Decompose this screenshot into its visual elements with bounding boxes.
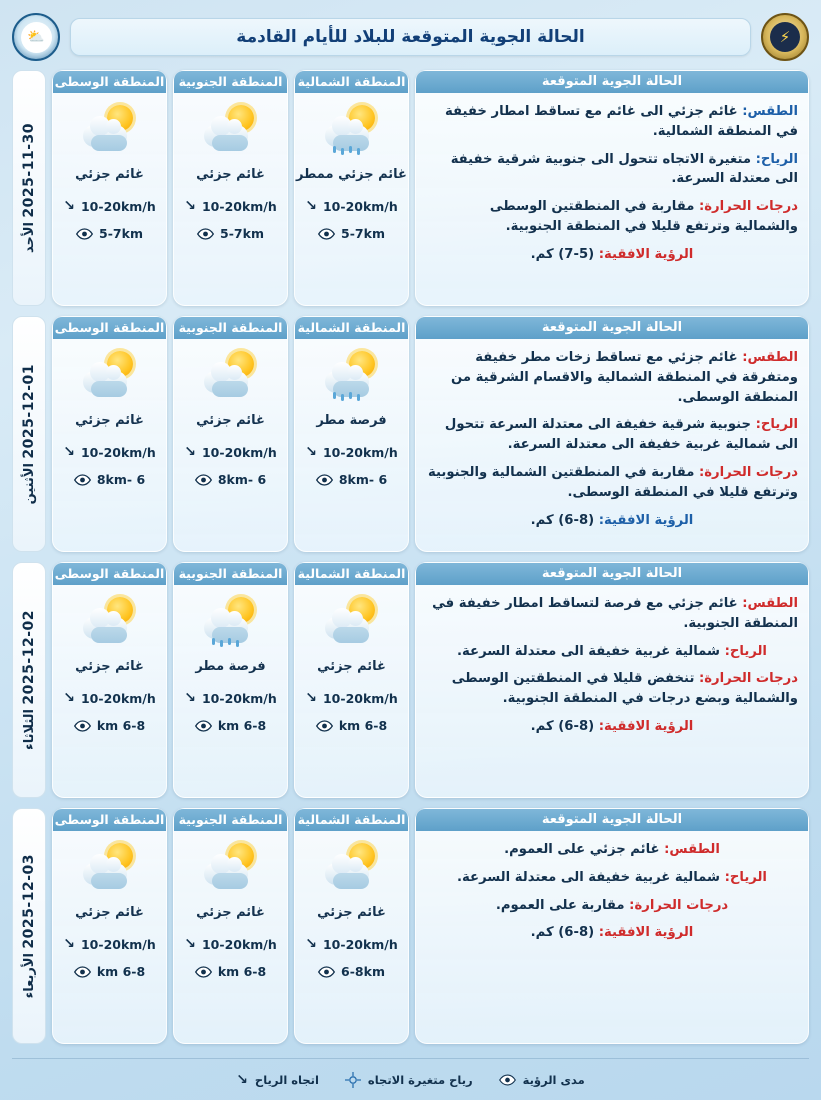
- description-paragraph: [426, 594, 798, 634]
- region-visibility: [295, 718, 408, 733]
- day-date-cell: [12, 808, 46, 1044]
- description-header: الحالة الجوية المتوقعة: [416, 563, 808, 585]
- region-wind: [295, 444, 408, 460]
- forecast-description: [415, 808, 809, 1044]
- forecast-row: [52, 70, 809, 306]
- wind-arrow-icon: ↘: [305, 198, 317, 214]
- eye-icon: [318, 228, 335, 240]
- visibility-value: 6 -8km: [338, 472, 388, 487]
- weather-icon-wrap: [200, 837, 262, 895]
- region-title: المنطقة الوسطى: [53, 71, 166, 93]
- description-paragraph: [426, 717, 798, 737]
- wind-value: 10-20km/h: [80, 198, 156, 214]
- weather-authority-seal-icon: [12, 13, 60, 61]
- region-wind: [53, 198, 166, 214]
- region-title: المنطقة الشمالية: [295, 809, 408, 831]
- weather-icon-wrap: [200, 99, 262, 157]
- eye-icon: [195, 474, 212, 486]
- eye-icon: [318, 966, 335, 978]
- forecast-table: [12, 70, 809, 1044]
- day-date-cell: [12, 562, 46, 798]
- forecast-row: [52, 562, 809, 798]
- weather-icon-wrap: [79, 345, 141, 403]
- wind-arrow-icon: ↘: [63, 444, 75, 460]
- description-header: الحالة الجوية المتوقعة: [416, 809, 808, 831]
- cloud-shadow-icon: [212, 135, 248, 151]
- eye-icon: [74, 474, 91, 486]
- region-condition: غائم جزئي: [75, 905, 144, 920]
- sun-cloud-icon: [200, 349, 262, 399]
- weather-icon-wrap: [79, 837, 141, 895]
- wind-arrow-icon: ↘: [63, 690, 75, 706]
- sun-cloud-rain-icon: [200, 595, 262, 645]
- description-label: درجات الحرارة:: [698, 199, 798, 215]
- description-paragraph: [426, 511, 798, 531]
- page-header: [12, 10, 809, 64]
- forecast-date: 2025-12-01: [21, 364, 37, 459]
- description-label: الرياح:: [724, 869, 767, 885]
- region-title: المنطقة الشمالية: [295, 317, 408, 339]
- region-condition: غائم جزئي: [196, 413, 265, 428]
- region-title: المنطقة الشمالية: [295, 563, 408, 585]
- region-wind: [53, 690, 166, 706]
- region-wind: [295, 936, 408, 952]
- region-visibility: [53, 226, 166, 241]
- description-label: الرياح:: [724, 643, 767, 659]
- description-text: جنوبية شرقية خفيفة الى معتدلة السرعة تتحول الى شمالية غربية خفيفة الى معتدلة السرعة.: [444, 417, 798, 453]
- forecast-description: [415, 316, 809, 552]
- day-date-cell: [12, 316, 46, 552]
- sun-cloud-icon: [79, 595, 141, 645]
- description-text: شمالية غربية خفيفة الى معتدلة السرعة.: [457, 869, 725, 885]
- wind-arrow-icon: ↘: [236, 1071, 248, 1088]
- cloud-shadow-icon: [91, 873, 127, 889]
- forecast-day-name: الأثنين: [21, 462, 37, 504]
- forecast-row: [52, 808, 809, 1044]
- visibility-value: 6 -8km: [96, 472, 146, 487]
- region-condition: غائم جزئي: [317, 659, 386, 674]
- legend-footer: [12, 1058, 809, 1096]
- wind-arrow-icon: ↘: [184, 936, 196, 952]
- description-label: الرؤية الافقية:: [598, 925, 694, 941]
- region-visibility: [53, 964, 166, 979]
- region-card: [52, 70, 167, 306]
- visibility-value: 5-7km: [220, 226, 264, 241]
- forecast-description: [415, 562, 809, 798]
- eye-icon: [195, 720, 212, 732]
- description-paragraph: [426, 197, 798, 237]
- eye-icon: [499, 1074, 516, 1086]
- region-wind: [53, 444, 166, 460]
- page-title: [70, 18, 751, 56]
- region-title: المنطقة الجنوبية: [174, 317, 287, 339]
- wind-value: 10-20km/h: [201, 936, 277, 952]
- wind-arrow-icon: ↘: [63, 936, 75, 952]
- region-wind: [174, 936, 287, 952]
- sun-cloud-icon: [200, 841, 262, 891]
- sun-cloud-icon: [321, 595, 383, 645]
- visibility-value: 6-8km: [341, 964, 385, 979]
- sun-cloud-icon: [79, 103, 141, 153]
- sun-cloud-icon: [200, 103, 262, 153]
- forecast-day-name: الأربعاء: [21, 952, 37, 998]
- visibility-value: 6-8 km: [217, 964, 267, 979]
- description-label: الرياح:: [755, 151, 798, 167]
- wind-arrow-icon: ↘: [305, 444, 317, 460]
- legend-visibility-label: مدى الرؤية: [522, 1072, 585, 1087]
- region-title: المنطقة الشمالية: [295, 71, 408, 93]
- sun-cloud-icon: [79, 349, 141, 399]
- eye-icon: [197, 228, 214, 240]
- region-condition: غائم جزئي: [75, 167, 144, 182]
- region-wind: [174, 198, 287, 214]
- day-date-cell: [12, 70, 46, 306]
- cloud-shadow-icon: [212, 873, 248, 889]
- description-header: الحالة الجوية المتوقعة: [416, 317, 808, 339]
- region-visibility: [295, 472, 408, 487]
- description-label: الرؤية الافقية:: [598, 246, 694, 262]
- weather-icon-wrap: [321, 345, 383, 403]
- description-paragraph: [426, 415, 798, 455]
- cloud-shadow-icon: [333, 627, 369, 643]
- description-label: درجات الحرارة:: [698, 464, 798, 480]
- wind-value: 10-20km/h: [201, 690, 277, 706]
- description-text: تنخفض قليلا في المنطقتين الوسطى والشمالية وبضع درجات في المنطقة الجنوبية.: [451, 671, 798, 707]
- visibility-value: 6-8 km: [338, 718, 388, 733]
- description-text: (5-7) كم.: [530, 246, 599, 262]
- region-title: المنطقة الجنوبية: [174, 809, 287, 831]
- description-text: غائم جزئي مع فرصة لتساقط امطار خفيفة في المنطقة الجنوبية.: [432, 596, 798, 631]
- region-condition: فرصة مطر: [195, 659, 266, 674]
- wind-arrow-icon: ↘: [184, 444, 196, 460]
- description-text: مقاربة في المنطقتين الوسطى والشمالية وترتفع قليلا في المنطقة الجنوبية.: [489, 199, 798, 234]
- seal-cloud-sun-icon: ⛅: [21, 22, 52, 53]
- visibility-value: 6-8 km: [96, 964, 146, 979]
- cloud-shadow-icon: [91, 381, 127, 397]
- wind-value: 10-20km/h: [80, 936, 156, 952]
- description-text: شمالية غربية خفيفة الى معتدلة السرعة.: [457, 643, 725, 659]
- visibility-value: 5-7km: [99, 226, 143, 241]
- forecast-date: 2025-12-03: [21, 854, 37, 949]
- forecast-day-name: الثلاثاء: [21, 708, 37, 750]
- region-card: [294, 70, 409, 306]
- region-title: المنطقة الوسطى: [53, 563, 166, 585]
- description-paragraph: [426, 348, 798, 407]
- eye-icon: [74, 966, 91, 978]
- legend-wind-direction: [236, 1072, 319, 1088]
- visibility-value: 6-8 km: [96, 718, 146, 733]
- region-card: [173, 562, 288, 798]
- weather-icon-wrap: [200, 345, 262, 403]
- visibility-value: 6-8 km: [217, 718, 267, 733]
- eye-icon: [195, 966, 212, 978]
- region-condition: فرصة مطر: [316, 413, 387, 428]
- forecast-date: 2025-12-02: [21, 610, 37, 705]
- description-text: متغيرة الاتجاه تتحول الى جنوبية شرقية خفيفة الى معتدلة السرعة.: [450, 151, 798, 187]
- description-paragraph: [426, 840, 798, 860]
- description-label: الرؤية الافقية:: [598, 718, 694, 734]
- wind-value: 10-20km/h: [80, 690, 156, 706]
- region-condition: غائم جزئي: [196, 905, 265, 920]
- region-visibility: [53, 472, 166, 487]
- description-text: غائم جزئي الى غائم مع تساقط امطار خفيفة في المنطقة الشمالية.: [445, 104, 798, 139]
- description-label: درجات الحرارة:: [698, 671, 798, 687]
- eye-icon: [74, 720, 91, 732]
- weather-icon-wrap: [321, 837, 383, 895]
- description-label: الطقس:: [742, 596, 798, 611]
- region-condition: غائم جزئي ممطر: [296, 167, 407, 182]
- region-card: [173, 70, 288, 306]
- seal-emblem-icon: ⚡: [770, 22, 800, 52]
- sun-cloud-rain-icon: [321, 349, 383, 399]
- region-card: [294, 316, 409, 552]
- description-label: الطقس:: [664, 842, 720, 857]
- description-paragraph: [426, 463, 798, 503]
- cloud-shadow-icon: [91, 627, 127, 643]
- description-text: مقاربة في المنطقتين الشمالية والجنوبية وترتفع قليلا في المنطقة الوسطى.: [428, 464, 798, 500]
- forecast-rows: [52, 70, 809, 1044]
- eye-icon: [316, 720, 333, 732]
- visibility-value: 6 -8km: [217, 472, 267, 487]
- region-card: [52, 562, 167, 798]
- iraq-meteorological-seal-icon: [761, 13, 809, 61]
- region-visibility: [174, 226, 287, 241]
- description-header: الحالة الجوية المتوقعة: [416, 71, 808, 93]
- wind-value: 10-20km/h: [201, 444, 277, 460]
- forecast-description: [415, 70, 809, 306]
- description-paragraph: [426, 642, 798, 662]
- region-card: [52, 808, 167, 1044]
- description-paragraph: [426, 669, 798, 709]
- cloud-shadow-icon: [333, 873, 369, 889]
- legend-variable-wind: [345, 1072, 473, 1088]
- region-card: [52, 316, 167, 552]
- region-title: المنطقة الجنوبية: [174, 563, 287, 585]
- sun-cloud-icon: [321, 841, 383, 891]
- day-column: [12, 70, 46, 1044]
- description-label: الطقس:: [742, 350, 798, 365]
- description-label: الرياح:: [755, 417, 798, 433]
- description-paragraph: [426, 150, 798, 190]
- eye-icon: [316, 474, 333, 486]
- wind-value: 10-20km/h: [322, 198, 398, 214]
- region-condition: غائم جزئي: [317, 905, 386, 920]
- legend-visibility: [499, 1073, 585, 1087]
- region-card: [294, 562, 409, 798]
- region-wind: [174, 690, 287, 706]
- wind-arrow-icon: ↘: [184, 690, 196, 706]
- region-wind: [53, 936, 166, 952]
- weather-icon-wrap: [321, 99, 383, 157]
- cloud-shadow-icon: [212, 381, 248, 397]
- description-text: غائم جزئي على العموم.: [504, 842, 665, 857]
- description-text: مقاربة على العموم.: [495, 897, 630, 913]
- wind-arrow-icon: ↘: [305, 690, 317, 706]
- region-wind: [174, 444, 287, 460]
- description-paragraph: [426, 102, 798, 142]
- wind-value: 10-20km/h: [322, 444, 398, 460]
- description-text: غائم جزئي مع تساقط زخات مطر خفيفة ومتفرقة في المنطقة الشمالية والاقسام الشرقية من المنطقة الوسطى.: [451, 350, 798, 405]
- weather-icon-wrap: [321, 591, 383, 649]
- description-label: الرؤية الافقية:: [598, 512, 694, 528]
- legend-variable-wind-label: رياح متغيرة الاتجاه: [367, 1072, 473, 1087]
- description-paragraph: [426, 896, 798, 916]
- region-title: المنطقة الوسطى: [53, 809, 166, 831]
- sun-cloud-icon: [79, 841, 141, 891]
- forecast-day-name: الأحد: [21, 221, 37, 253]
- description-text: (8-6) كم.: [530, 512, 599, 528]
- description-paragraph: [426, 245, 798, 265]
- region-visibility: [295, 964, 408, 979]
- region-title: المنطقة الوسطى: [53, 317, 166, 339]
- wind-value: 10-20km/h: [322, 936, 398, 952]
- wind-arrow-icon: ↘: [184, 198, 196, 214]
- region-visibility: [174, 964, 287, 979]
- region-visibility: [53, 718, 166, 733]
- variable-wind-icon: [345, 1072, 361, 1088]
- visibility-value: 5-7km: [341, 226, 385, 241]
- description-paragraph: [426, 868, 798, 888]
- eye-icon: [76, 228, 93, 240]
- region-visibility: [295, 226, 408, 241]
- region-wind: [295, 690, 408, 706]
- description-text: (8-6) كم.: [530, 925, 599, 941]
- forecast-date: 2025-11-30: [21, 123, 37, 218]
- region-condition: غائم جزئي: [75, 659, 144, 674]
- wind-arrow-icon: ↘: [63, 198, 75, 214]
- region-wind: [295, 198, 408, 214]
- wind-value: 10-20km/h: [80, 444, 156, 460]
- wind-value: 10-20km/h: [201, 198, 277, 214]
- weather-icon-wrap: [79, 99, 141, 157]
- region-condition: غائم جزئي: [75, 413, 144, 428]
- region-card: [173, 808, 288, 1044]
- region-card: [173, 316, 288, 552]
- wind-value: 10-20km/h: [322, 690, 398, 706]
- cloud-shadow-icon: [91, 135, 127, 151]
- legend-wind-direction-label: اتجاه الرياح: [254, 1072, 319, 1087]
- description-text: (8-6) كم.: [530, 718, 599, 734]
- weather-icon-wrap: [79, 591, 141, 649]
- region-visibility: [174, 718, 287, 733]
- page-title-text: الحالة الجوية المتوقعة للبلاد للأيام القادمة: [236, 27, 585, 47]
- description-paragraph: [426, 923, 798, 943]
- region-visibility: [174, 472, 287, 487]
- forecast-row: [52, 316, 809, 552]
- region-title: المنطقة الجنوبية: [174, 71, 287, 93]
- region-card: [294, 808, 409, 1044]
- description-label: درجات الحرارة:: [629, 897, 729, 913]
- wind-arrow-icon: ↘: [305, 936, 317, 952]
- description-label: الطقس:: [742, 104, 798, 119]
- weather-icon-wrap: [200, 591, 262, 649]
- region-condition: غائم جزئي: [196, 167, 265, 182]
- sun-cloud-rain-icon: [321, 103, 383, 153]
